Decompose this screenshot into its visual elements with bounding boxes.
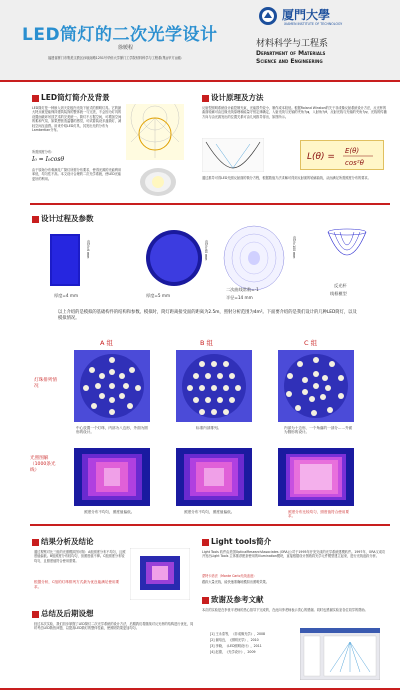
component-disc xyxy=(144,228,204,292)
formula-label: 所需照度分布： xyxy=(32,150,55,154)
label-reflector: 反光杯 xyxy=(334,283,347,288)
group-c-result: 照度分布比较均匀，照度值符合使用要求。 xyxy=(288,510,350,519)
montecarlo-text: 蒙特卡洛法（Monte Carlo光线追迹） xyxy=(202,574,257,578)
school-name-en: XIAMEN INSTITUTE OF TECHNOLOGY xyxy=(284,22,343,26)
ref-1: [1] 王永泰等，《非成像光学》，2008 xyxy=(210,632,266,636)
lighttools-text: Light Tools 软件由美国OpticalResearchAssociates (ORA)公司于1995年开发完成的光学系统建模软件。1997年，ORA又成功开发出Light Tools 主体推荐配套使用的Illumination模块，直接根据设计图纸将光学元件模型建立起来，进行光线追踪分析。 xyxy=(202,550,386,559)
section-bullet-icon xyxy=(202,95,209,102)
led-light-photo xyxy=(132,164,184,200)
results-text: 通过观察对比三组的光照模拟图可知：A组照度分布不均匀，且照度值偏低。B组照度分布较均匀，但照度值不够。C组照度分布较均匀，且照度值符合使用需要。 xyxy=(34,550,126,563)
section-title-principle: 设计原理及方法 xyxy=(202,92,264,103)
lambert-diagram xyxy=(126,104,184,160)
group-b-desc: 标准内部排列。 xyxy=(196,426,222,430)
dept-name-cn: 材料科学与工程系 xyxy=(256,39,329,49)
dept-name-en-1: Department of Materials xyxy=(256,50,326,57)
component-reflector xyxy=(220,224,290,294)
ref-4: [4] 赵德，《光学设计》，2009 xyxy=(210,650,256,654)
label-dia1: 直径=6 mm xyxy=(86,240,90,259)
group-c-label: C 组 xyxy=(304,339,318,347)
label-wire: 线框模型 xyxy=(330,291,347,296)
principle-text: 反射型照明系统设计能控制光束，光能损失较小，制作成本较低。根据Roland Winston的关于非成像反射系统设计方法，反光杯的曲面轮廓可由边缘光线原理和能量守恒定律确定，入射光线与光轴的夹角为φ，入射角为θ，反射光线与光轴的夹角为ψ，光线的传播方向与由光源发出的位置关系可由几何推导得出，如图所示。 xyxy=(202,106,387,119)
section-title-results: 结果分析及结论 xyxy=(32,536,94,547)
svg-text:cos²θ: cos²θ xyxy=(345,159,364,167)
group-b-label: B 组 xyxy=(200,339,214,347)
row-label-illumination: 光照图解（1000条光线） xyxy=(30,456,56,473)
divider-bottom xyxy=(30,524,390,526)
group-b-result: 照度分布不均匀，照度值偏低。 xyxy=(184,510,235,514)
intro-text-2: 由于原始分布难满足广筒灯所需分布要求，使得光源的光能利用率低，均匀性不高。本文设计合理的二次光学系统，使LED光能更好的利用。 xyxy=(32,168,122,181)
group-c-arrangement xyxy=(278,350,354,422)
label-thick2: 厚度=5 mm xyxy=(146,293,171,298)
group-a-result: 照度分布不均匀，照度值偏低。 xyxy=(84,510,135,514)
group-c-illumination xyxy=(278,448,354,506)
group-a-label: A 组 xyxy=(100,339,114,347)
reflector-diagram xyxy=(202,138,264,172)
author: 徐媛程 xyxy=(118,45,134,51)
section-title-refs: 致谢及参考文献 xyxy=(202,594,264,605)
summary-text: 经过本次实验，我们初步掌握了LED筒灯二次光学系统的设计方法，后期我们将继续对反光杯的结构进行优化，同时考虑LED散热问题，以提高LED筒灯的整体性能，使照明效果更加均匀。 xyxy=(34,622,194,631)
results-chart xyxy=(130,548,190,600)
group-a-illumination xyxy=(74,448,150,506)
school-logo xyxy=(258,6,278,26)
component-wireframe xyxy=(324,226,370,280)
formula-illuminance xyxy=(300,140,384,170)
group-b-arrangement xyxy=(176,350,252,422)
ref-2: [2] 谢培良，《照明光学》，2010 xyxy=(210,638,259,642)
group-b-illumination xyxy=(176,448,252,506)
results-note: 根据分析，C组的灯珠排列方式最为优良能满足使用要求。 xyxy=(34,580,120,589)
divider-top xyxy=(30,203,390,205)
label-radius: 半径=14 mm xyxy=(226,295,253,300)
school-name-cn: 厦門大學 xyxy=(282,8,331,22)
formula-lambert: I₀ = I₀cosθ xyxy=(32,156,65,163)
header-rule xyxy=(0,80,400,82)
footer-rule xyxy=(0,688,400,690)
label-thick1: 厚度=4 mm xyxy=(54,293,79,298)
intro-text: LED筒灯是一种嵌入到天花板内光线下射式的照明灯具。它的最大特点就是能保持建筑装饰的整体统一与完美，不会因为灯具的设置而破坏吊顶艺术的完美统一。筒灯不占据空间，可增加空间的柔和气氛，如果想营造温馨的感觉，可试着装设多盏筒灯，减轻空间压迫感。用来介绍LED灯具，其发出光的分布为Lambertian分布。 xyxy=(32,106,122,133)
ref-3: [3] 李晓，《LED照明设计》，2011 xyxy=(210,644,262,648)
section-bullet-icon xyxy=(202,539,209,546)
svg-text:E(θ): E(θ) xyxy=(345,147,360,155)
section-bullet-icon xyxy=(32,539,39,546)
section-bullet-icon xyxy=(32,216,39,223)
affiliation: 福建省厦门市集美文教区孙坂南路1251号华侨大学厦门工学院材料科学与工程系(集)(甲方)(邮) xyxy=(48,56,182,60)
process-text: 以上介绍的是模拟的基础构件的结构和参数。模拟时，筒灯距离接受面的距离为2.5m，照射分析范围为4m²。下面要介绍的是我们设计的几种LED筒灯，以及模拟情况。 xyxy=(58,310,357,321)
group-c-desc: 内部为十边形，一个角落的一部分……外面为圆形的设计。 xyxy=(284,426,353,435)
label-dia2: 直径=60 mm xyxy=(204,240,208,261)
section-title-lighttools: Light tools简介 xyxy=(202,536,271,547)
section-bullet-icon xyxy=(202,597,209,604)
principle-text-2: 通过推导可得LED光照反射面的微分方程，根据数值方法求解可得到反射面的轮廓曲线，从而满足所需照度分布的要求。 xyxy=(202,176,371,180)
lighttools-tail: 跟踪大量光线，能快速准确地模拟出照明效果。 xyxy=(202,580,269,584)
group-a-desc: 中心放置一个灯珠，内部为八边形，外面为圆形的设计。 xyxy=(76,426,148,435)
section-title-process: 设计过程及参数 xyxy=(32,213,94,224)
poster-title: LED筒灯的二次光学设计 xyxy=(22,25,218,45)
section-bullet-icon xyxy=(32,95,39,102)
section-title-summary: 总结及后期设想 xyxy=(32,608,94,619)
ack-text: 本次的实验是在李世平老师的悉心指导下完成的，在此向李老师表示衷心的感谢。同时也感谢实验室各位同学的帮助。 xyxy=(202,608,368,612)
section-bullet-icon xyxy=(32,611,39,618)
group-a-arrangement xyxy=(74,350,150,422)
software-screenshot xyxy=(300,628,380,680)
label-conic: 二次曲线常数=-1 xyxy=(226,287,259,292)
row-label-arrangement: 灯珠排列情况 xyxy=(34,378,57,389)
svg-text:L(θ) =: L(θ) = xyxy=(307,152,335,162)
dept-name-en-2: Science and Engineering xyxy=(256,58,323,65)
label-dia3: 直径=100 mm xyxy=(292,236,296,259)
section-title-intro: LED筒灯简介及背景 xyxy=(32,92,110,103)
